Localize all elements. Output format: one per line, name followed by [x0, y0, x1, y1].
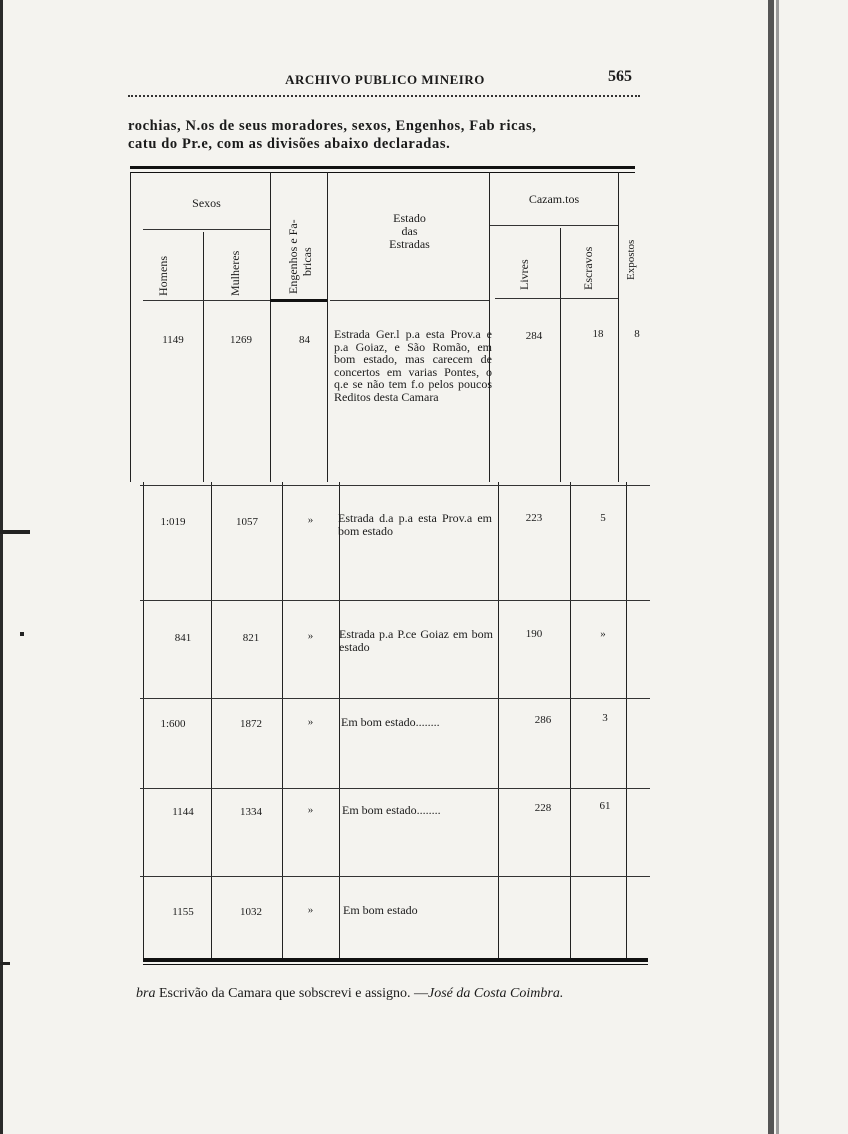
- cell-livres: 284: [525, 330, 543, 342]
- row-separator: [140, 876, 650, 877]
- table-bottom-rule: [143, 958, 648, 962]
- header-bottom-rule: [330, 300, 489, 301]
- cell-engenhos: »: [307, 904, 314, 916]
- cell-livres: 223: [525, 512, 543, 524]
- cell-homens: 1149: [162, 334, 184, 346]
- signature-line: [136, 986, 563, 1002]
- row-separator: [140, 698, 650, 699]
- engenhos-header: Engenhos e Fa-: [286, 219, 300, 294]
- cell-mulheres: 1334: [240, 806, 262, 818]
- cell-engenhos: »: [307, 804, 314, 816]
- cell-escravos: 18: [592, 328, 604, 340]
- cell-engenhos: »: [307, 716, 314, 728]
- table-column-rule: [339, 482, 340, 958]
- cell-estado: Em bom estado........: [341, 715, 440, 729]
- table-column-rule: [327, 172, 328, 482]
- table-column-rule: [618, 172, 619, 482]
- cell-escravos: 5: [600, 512, 606, 524]
- cell-escravos: 3: [602, 712, 608, 724]
- cell-estado: Estrada d.a p.a esta Prov.a em bom estado: [338, 511, 492, 538]
- margin-mark: [20, 632, 24, 636]
- cell-escravos: 61: [599, 800, 611, 812]
- header-bottom-rule: [270, 299, 327, 302]
- estado-header-line-1: Estado: [393, 211, 426, 225]
- row-separator: [140, 788, 650, 789]
- engenhos-header-2: bricas: [300, 247, 314, 276]
- header-rule: [128, 95, 640, 97]
- cazam-header: Cazam.tos: [528, 192, 580, 206]
- table-bottom-rule-thin: [143, 964, 648, 965]
- cell-estado: Estrada Ger.l p.a esta Prov.a e p.a Goiaz, e São Romão, em bom estado, mas carecem de concertos em varias Pontes, o q.e se não tem f.o pelos poucos Reditos desta Camara: [334, 327, 492, 404]
- cell-engenhos: »: [307, 630, 314, 642]
- cell-mulheres: 1269: [230, 334, 252, 346]
- row-separator: [140, 485, 650, 486]
- estado-header-line-2: das: [401, 224, 418, 238]
- cell-estado: Em bom estado........: [342, 803, 441, 817]
- header-bottom-rule: [495, 298, 618, 299]
- estado-header: [330, 212, 489, 251]
- footer-prefix: bra: [136, 986, 156, 1001]
- estado-header-line-3: Estradas: [389, 237, 430, 251]
- livres-header: Livres: [517, 259, 531, 290]
- cell-mulheres: 821: [242, 632, 260, 644]
- cell-livres: 286: [534, 714, 552, 726]
- cell-livres: 228: [534, 802, 552, 814]
- cell-homens: 1144: [172, 806, 194, 818]
- running-header-title: ARCHIVO PUBLICO MINEIRO: [285, 72, 485, 87]
- table-column-rule: [270, 172, 271, 482]
- mulheres-header: Mulheres: [228, 250, 242, 296]
- page-right-edge-shadow: [776, 0, 779, 1134]
- cell-estado: Estrada p.a P.ce Goiaz em bom estado: [339, 627, 493, 654]
- table-caption-line-2: catu do Pr.e, com as divisões abaixo declaradas.: [128, 136, 451, 152]
- cell-escravos: »: [600, 628, 606, 640]
- cell-mulheres: 1032: [240, 906, 262, 918]
- homens-header: Homens: [156, 256, 170, 296]
- cell-engenhos: »: [307, 514, 314, 526]
- table-column-rule: [560, 228, 561, 482]
- cell-estado: Em bom estado: [343, 903, 418, 917]
- table-column-rule: [130, 172, 131, 482]
- table-column-rule: [203, 232, 204, 482]
- cell-homens: 1:600: [160, 718, 186, 730]
- footer-signature: José da Costa Coimbra.: [427, 986, 564, 1001]
- cell-expostos: 8: [634, 328, 640, 340]
- page-number: 565: [608, 68, 632, 85]
- cell-homens: 1155: [172, 906, 194, 918]
- table-top-rule-thin: [130, 172, 635, 173]
- cell-mulheres: 1057: [236, 516, 258, 528]
- sexos-header: Sexos: [192, 196, 221, 210]
- expostos-header: Expostos: [625, 239, 637, 280]
- footer-text: Escrivão da Camara que sobscrevi e assigno. —: [155, 986, 428, 1001]
- margin-mark: [0, 962, 10, 965]
- header-bottom-rule: [143, 300, 270, 301]
- page-right-edge: [768, 0, 774, 1134]
- cell-mulheres: 1872: [240, 718, 262, 730]
- sexos-subrule: [143, 229, 270, 230]
- table-caption-line-1: rochias, N.os de seus moradores, sexos, Engenhos, Fab ricas,: [128, 118, 537, 134]
- cell-engenhos: 84: [299, 334, 310, 346]
- cell-homens: 841: [174, 632, 192, 644]
- table-top-rule: [130, 166, 635, 169]
- row-separator: [140, 600, 650, 601]
- cazam-subrule: [490, 225, 618, 226]
- cell-livres: 190: [525, 628, 543, 640]
- escravos-header: Escravos: [581, 246, 595, 290]
- cell-homens: 1:019: [160, 516, 186, 528]
- margin-mark: [0, 530, 30, 534]
